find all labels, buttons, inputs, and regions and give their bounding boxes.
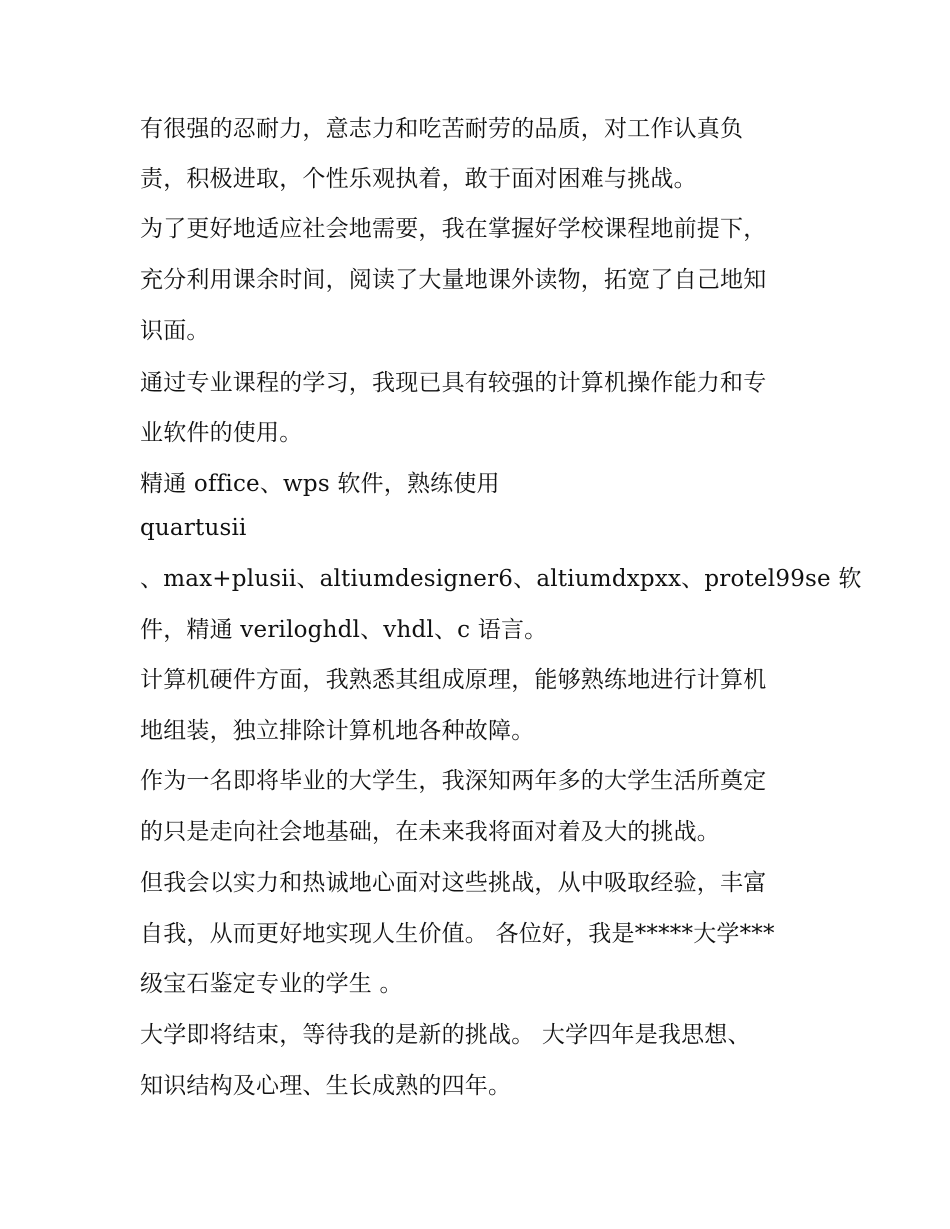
text-line: 地组装，独立排除计算机地各种故障。 [140, 718, 535, 744]
text-line: 、max+plusii、altiumdesigner6、altiumdxpxx、protel99se 软 [140, 566, 862, 592]
text-line: 作为一名即将毕业的大学生，我深知两年多的大学生活所奠定 [140, 768, 767, 794]
text-line: 识面。 [140, 318, 210, 344]
text-line: 自我，从而更好地实现人生价值。 各位好，我是*****大学*** [140, 921, 775, 947]
text-line: 责，积极进取，个性乐观执着，敢于面对困难与挑战。 [140, 166, 697, 192]
text-line: 件，精通 veriloghdl、vhdl、c 语言。 [140, 617, 548, 643]
text-line: quartusii [140, 515, 247, 541]
text-line: 但我会以实力和热诚地心面对这些挑战，从中吸取经验，丰富 [140, 870, 767, 896]
text-line: 业软件的使用。 [140, 420, 303, 446]
text-line: 级宝石鉴定专业的学生 。 [140, 971, 403, 997]
text-line: 充分利用课余时间，阅读了大量地课外读物，拓宽了自己地知 [140, 267, 767, 293]
text-line: 大学即将结束，等待我的是新的挑战。 大学四年是我思想、 [140, 1022, 751, 1048]
text-line: 精通 office、wps 软件，熟练使用 [140, 471, 500, 497]
text-line: 为了更好地适应社会地需要，我在掌握好学校课程地前提下， [140, 216, 767, 242]
text-line: 知识结构及心理、生长成熟的四年。 [140, 1073, 512, 1099]
text-line: 的只是走向社会地基础，在未来我将面对着及大的挑战。 [140, 819, 720, 845]
text-line: 通过专业课程的学习，我现已具有较强的计算机操作能力和专 [140, 370, 767, 396]
text-line: 计算机硬件方面，我熟悉其组成原理，能够熟练地进行计算机 [140, 667, 767, 693]
text-line: 有很强的忍耐力，意志力和吃苦耐劳的品质，对工作认真负 [140, 116, 744, 142]
